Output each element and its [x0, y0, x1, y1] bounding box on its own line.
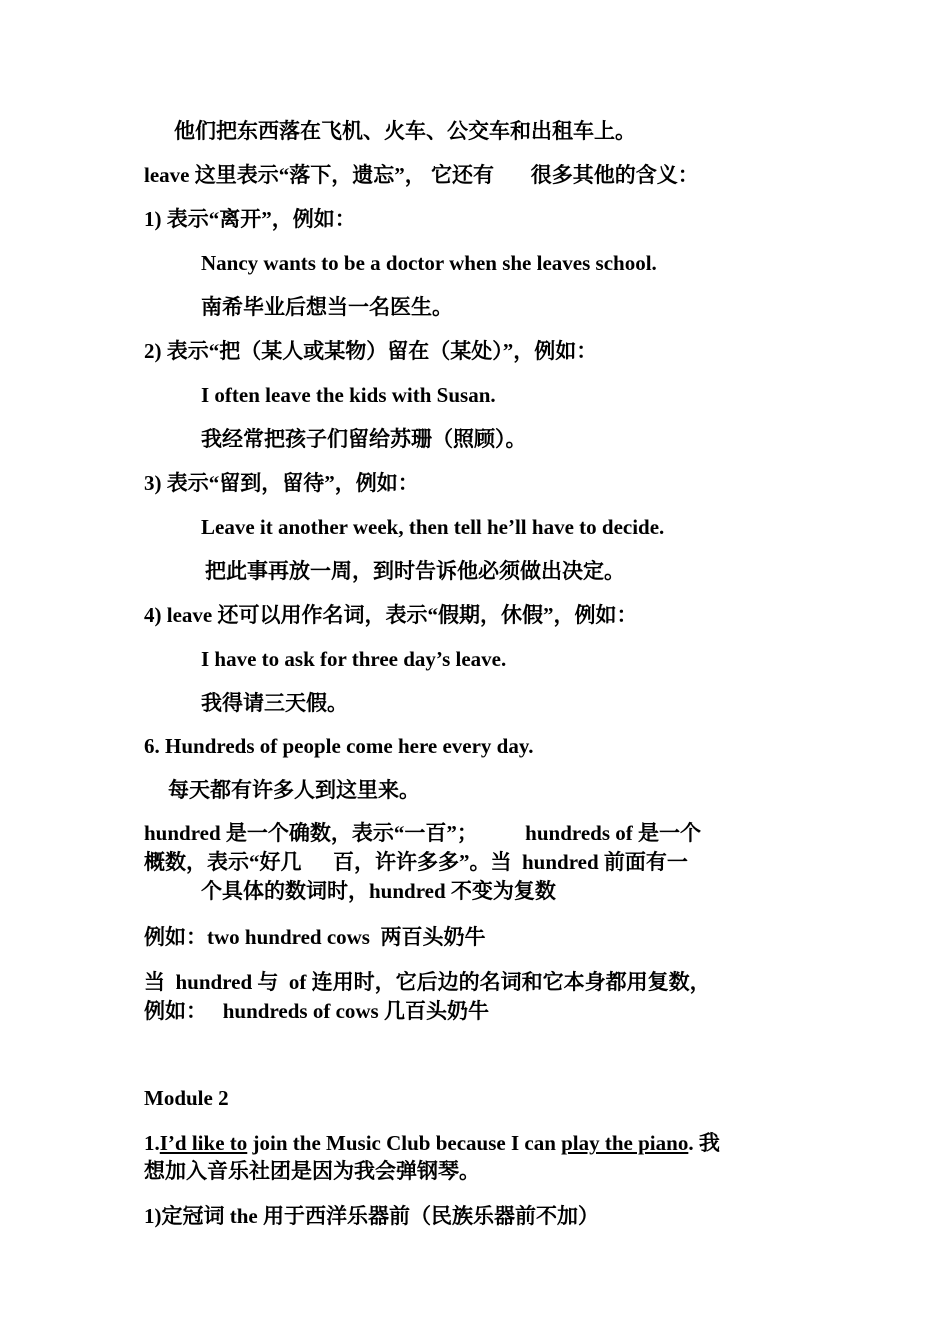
text-line: 想加入音乐社团是因为我会弹钢琴。: [144, 1159, 480, 1183]
underlined-phrase: I’d like to: [159, 1131, 248, 1155]
example-translation: 南希毕业后想当一名医生。: [201, 295, 453, 319]
section-heading: 6. Hundreds of people come here every day.: [144, 734, 534, 758]
text-fragment: . 我: [688, 1131, 720, 1155]
example-sentence: I have to ask for three day’s leave.: [201, 647, 507, 671]
text-line: 个具体的数词时，hundred 不变为复数: [201, 879, 556, 903]
text-line: 4) leave 还可以用作名词，表示“假期，休假”，例如：: [144, 603, 638, 627]
example-sentence: Nancy wants to be a doctor when she leaves school.: [201, 251, 657, 275]
text-line: 每天都有许多人到这里来。: [168, 778, 420, 802]
example-translation: 我经常把孩子们留给苏珊（照顾）。: [201, 427, 527, 451]
text-fragment: 1.: [144, 1131, 160, 1155]
example-translation: 把此事再放一周，到时告诉他必须做出决定。: [205, 559, 625, 583]
text-line: 2) 表示“把（某人或某物）留在（某处）”，例如：: [144, 339, 598, 363]
text-line: 例如：two hundred cows 两百头奶牛: [144, 925, 486, 949]
text-line: hundred 是一个确数，表示“一百”； hundreds of 是一个: [144, 821, 701, 845]
text-line: 概数，表示“好几 百，许许多多”。当 hundred 前面有一: [144, 850, 688, 874]
text-line: 他们把东西落在飞机、火车、公交车和出租车上。: [174, 119, 636, 143]
text-line: 3) 表示“留到，留待”，例如：: [144, 471, 419, 495]
text-line: 1) 表示“离开”，例如：: [144, 207, 356, 231]
example-sentence: Leave it another week, then tell he’ll have to decide.: [201, 515, 665, 539]
example-translation: 我得请三天假。: [201, 691, 348, 715]
underlined-phrase: play the piano: [561, 1131, 689, 1155]
text-line: leave 这里表示“落下，遗忘”， 它还有 很多其他的含义：: [144, 163, 699, 187]
text-line: 1)定冠词 the 用于西洋乐器前（民族乐器前不加）: [144, 1204, 599, 1228]
text-line: 例如： hundreds of cows 几百头奶牛: [144, 999, 489, 1023]
text-fragment: join the Music Club because I can: [247, 1131, 562, 1155]
module-heading: Module 2: [144, 1086, 229, 1110]
text-line: 当 hundred 与 of 连用时，它后边的名词和它本身都用复数，: [144, 970, 711, 994]
text-line: [144, 1130, 720, 1156]
example-sentence: I often leave the kids with Susan.: [201, 383, 496, 407]
